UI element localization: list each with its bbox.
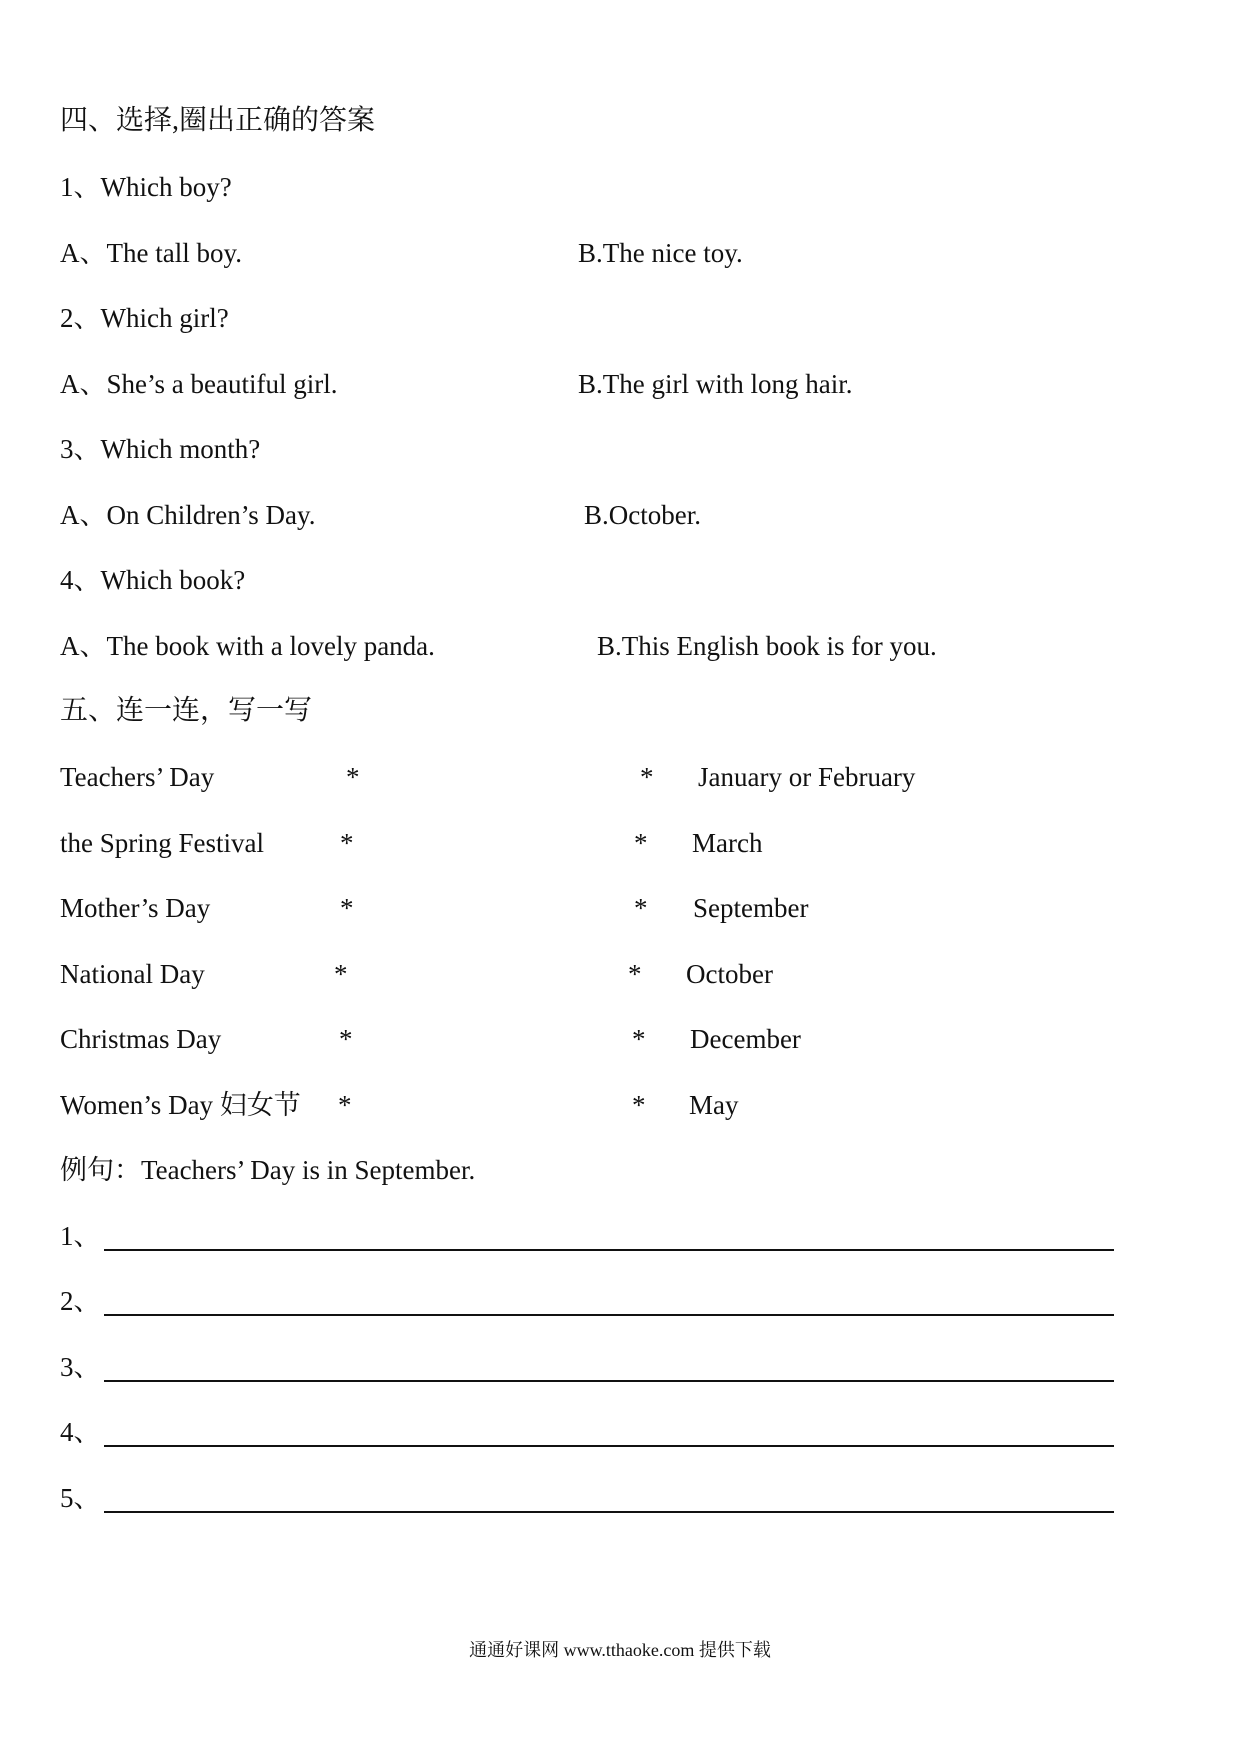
match-left-2: the Spring Festival: [60, 828, 264, 858]
match-left-dot-2[interactable]: *: [340, 828, 354, 858]
match-right-3: September: [693, 893, 809, 923]
match-right-dot-6[interactable]: *: [632, 1090, 646, 1120]
question-3-option-a[interactable]: A、On Children’s Day.: [60, 500, 316, 530]
question-2-option-a[interactable]: A、She’s a beautiful girl.: [60, 369, 338, 399]
match-left-dot-1[interactable]: *: [346, 762, 360, 792]
question-4-option-b[interactable]: B.This English book is for you.: [597, 631, 937, 661]
blank-number-3: 3、: [60, 1352, 101, 1382]
question-4-option-a[interactable]: A、The book with a lovely panda.: [60, 631, 435, 661]
blank-number-2: 2、: [60, 1286, 101, 1316]
answer-line-1[interactable]: [104, 1249, 1114, 1251]
match-left-5: Christmas Day: [60, 1024, 222, 1054]
match-right-2: March: [692, 828, 763, 858]
match-right-6: May: [689, 1090, 739, 1120]
page-footer: 通通好课网 www.tthaoke.com 提供下载: [469, 1640, 771, 1660]
match-right-dot-2[interactable]: *: [634, 828, 648, 858]
match-left-1: Teachers’ Day: [60, 762, 215, 792]
match-right-dot-3[interactable]: *: [634, 893, 648, 923]
question-2: 2、Which girl?: [60, 303, 229, 333]
blank-number-5: 5、: [60, 1483, 101, 1513]
match-right-1: January or February: [698, 762, 916, 792]
question-4: 4、Which book?: [60, 565, 246, 595]
section4-heading: 四、选择,圈出正确的答案: [60, 105, 376, 136]
match-left-dot-4[interactable]: *: [334, 959, 348, 989]
answer-line-5[interactable]: [104, 1511, 1114, 1513]
blank-number-4: 4、: [60, 1417, 101, 1447]
match-left-dot-5[interactable]: *: [339, 1024, 353, 1054]
question-3: 3、Which month?: [60, 434, 261, 464]
answer-line-3[interactable]: [104, 1380, 1114, 1382]
question-2-option-b[interactable]: B.The girl with long hair.: [578, 369, 853, 399]
match-right-4: October: [686, 959, 773, 989]
blank-number-1: 1、: [60, 1221, 101, 1251]
question-1-option-a[interactable]: A、The tall boy.: [60, 238, 242, 268]
question-3-option-b[interactable]: B.October.: [584, 500, 701, 530]
match-right-dot-4[interactable]: *: [628, 959, 642, 989]
match-left-3: Mother’s Day: [60, 893, 211, 923]
match-left-dot-6[interactable]: *: [338, 1090, 352, 1120]
section5-heading: 五、连一连，写一写: [60, 695, 313, 726]
match-right-dot-1[interactable]: *: [640, 762, 654, 792]
match-right-dot-5[interactable]: *: [632, 1024, 646, 1054]
match-left-4: National Day: [60, 959, 205, 989]
match-right-5: December: [690, 1024, 801, 1054]
question-1-option-b[interactable]: B.The nice toy.: [578, 238, 743, 268]
match-left-dot-3[interactable]: *: [340, 893, 354, 923]
example-sentence: 例句：Teachers’ Day is in September.: [60, 1155, 476, 1185]
question-1: 1、Which boy?: [60, 172, 232, 202]
match-left-6: Women’s Day 妇女节: [60, 1090, 301, 1120]
answer-line-2[interactable]: [104, 1314, 1114, 1316]
answer-line-4[interactable]: [104, 1445, 1114, 1447]
